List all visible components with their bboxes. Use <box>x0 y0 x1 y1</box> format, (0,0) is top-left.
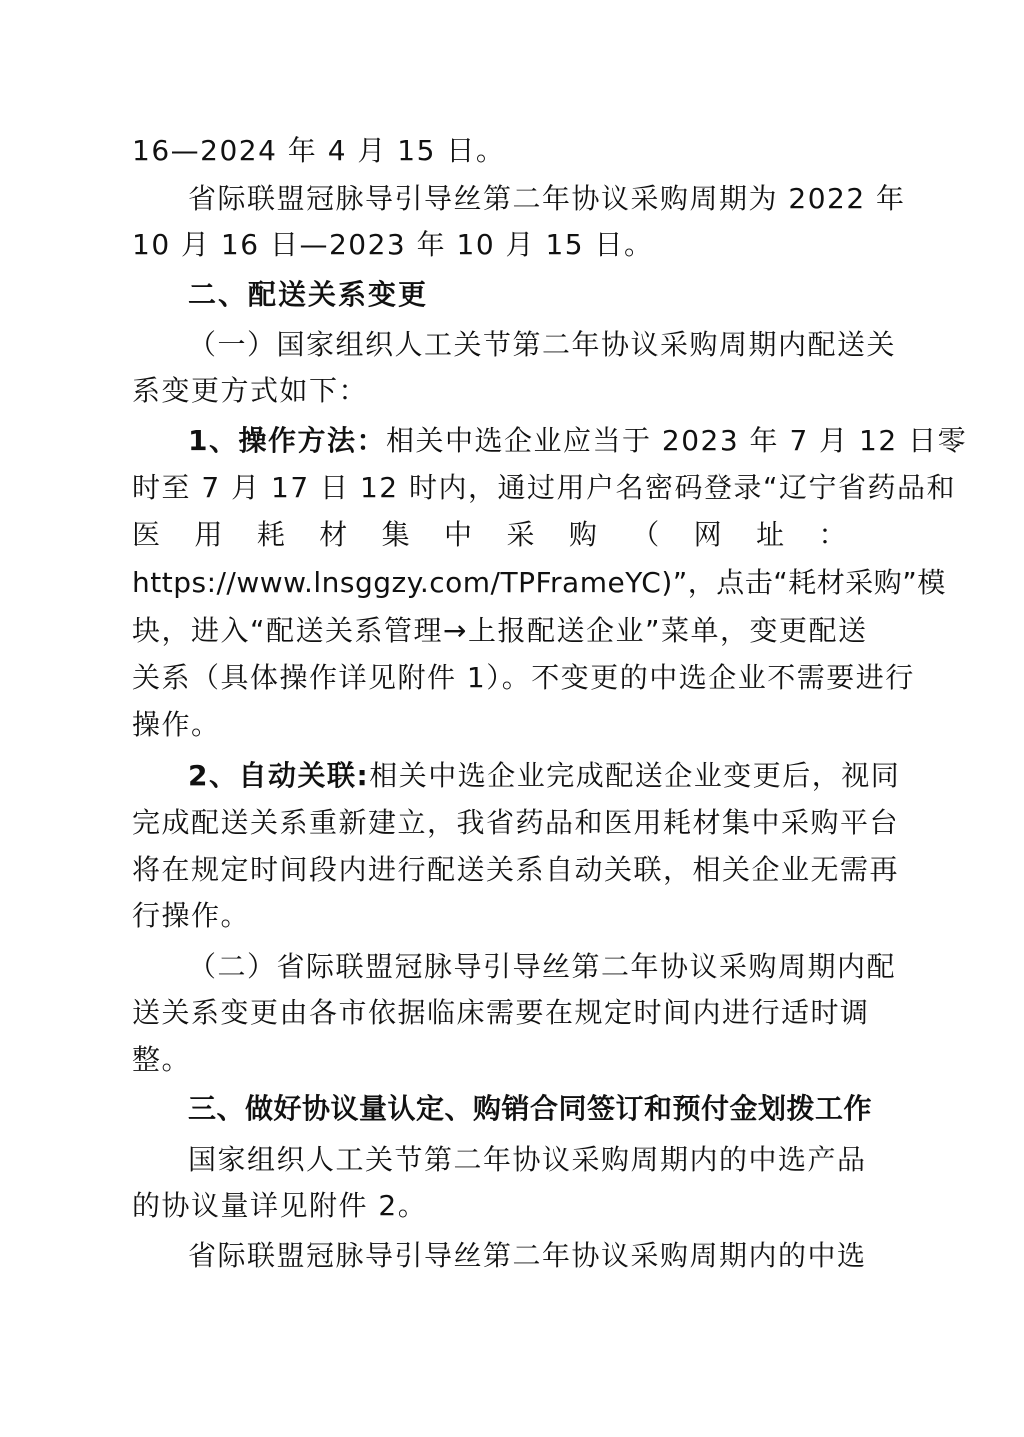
paragraph-line: 时至 7 月 17 日 12 时内，通过用户名密码登录“辽宁省药品和 <box>132 471 956 504</box>
item-label-auto-link: 2、自动关联: <box>188 759 370 792</box>
paragraph-line: 关系（具体操作详见附件 1）。不变更的中选企业不需要进行 <box>132 661 915 694</box>
paragraph-line: （二）省际联盟冠脉导引导丝第二年协议采购周期内配 <box>188 950 897 983</box>
paragraph-line: 10 月 16 日—2023 年 10 月 15 日。 <box>132 228 654 261</box>
item-text: 相关中选企业应当于 2023 年 7 月 12 日零 <box>385 424 968 457</box>
item-text: 相关中选企业完成配送企业变更后，视同 <box>369 759 901 792</box>
char: 购 <box>568 518 599 551</box>
paragraph-line-url: https://www.lnsggzy.com/TPFrameYC)”，点击“耗材采购”模 <box>132 566 946 599</box>
paragraph-line: 省际联盟冠脉导引导丝第二年协议采购周期内的中选 <box>188 1239 867 1272</box>
paragraph-line <box>188 418 968 464</box>
char: 耗 <box>256 518 287 551</box>
paragraph-line: 行操作。 <box>132 899 251 932</box>
char: 中 <box>444 518 474 551</box>
paragraph-line: 的协议量详见附件 2。 <box>132 1189 428 1222</box>
paragraph-line: 系变更方式如下： <box>132 374 369 407</box>
paragraph-line: 16—2024 年 4 月 15 日。 <box>132 134 506 167</box>
section-heading-2: 二、配送关系变更 <box>188 278 429 311</box>
char: 材 <box>319 518 349 551</box>
char: 址 <box>756 518 786 551</box>
char: （ <box>631 518 661 551</box>
paragraph-line: 国家组织人工关节第二年协议采购周期内的中选产品 <box>188 1143 867 1176</box>
char: 医 <box>132 518 162 551</box>
paragraph-line-spaced <box>132 512 848 558</box>
char: 用 <box>194 518 224 551</box>
char: ： <box>818 518 848 551</box>
char: 采 <box>506 518 536 551</box>
paragraph-line: 送关系变更由各市依据临床需要在规定时间内进行适时调 <box>132 996 870 1029</box>
char: 网 <box>693 518 724 551</box>
section-heading-3: 三、做好协议量认定、购销合同签订和预付金划拨工作 <box>188 1092 873 1125</box>
paragraph-line: 将在规定时间段内进行配送关系自动关联，相关企业无需再 <box>132 853 900 886</box>
paragraph-line: （一）国家组织人工关节第二年协议采购周期内配送关 <box>188 328 897 361</box>
item-label-operation-method: 1、操作方法： <box>188 424 386 457</box>
paragraph-line: 完成配送关系重新建立，我省药品和医用耗材集中采购平台 <box>132 806 900 839</box>
paragraph-line: 省际联盟冠脉导引导丝第二年协议采购周期为 2022 年 <box>188 182 906 215</box>
paragraph-line <box>188 753 901 799</box>
paragraph-line: 整。 <box>132 1043 192 1076</box>
paragraph-line: 块，进入“配送关系管理→上报配送企业”菜单，变更配送 <box>132 614 868 647</box>
char: 集 <box>381 518 412 551</box>
paragraph-line: 操作。 <box>132 708 221 741</box>
